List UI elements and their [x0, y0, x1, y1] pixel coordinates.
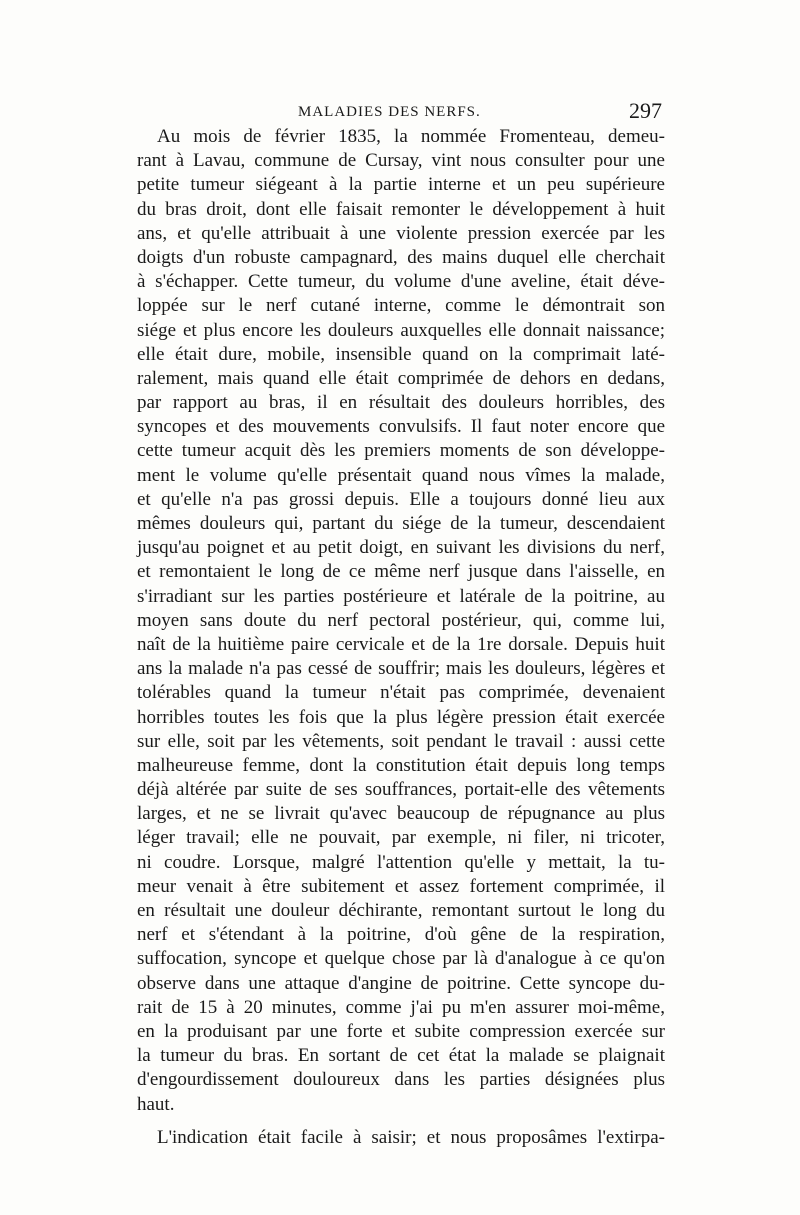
paragraph-2	[137, 1126, 665, 1150]
text-line: d'engourdissement douloureux dans les parties désignées plus	[137, 1069, 665, 1091]
text-line: ralement, mais quand elle était comprimée de dehors en dedans,	[137, 367, 665, 389]
text-line: ans la malade n'a pas cessé de souffrir; mais les douleurs, légères et	[137, 658, 665, 680]
text-line: elle était dure, mobile, insensible quand on la comprimait laté-	[137, 343, 665, 365]
text-line: en résultait une douleur déchirante, remontant surtout le long du	[137, 900, 665, 921]
text-line: larges, et ne se livrait qu'avec beaucoup de répugnance au plus	[137, 803, 665, 825]
text-line: ans, et qu'elle attribuait à une violente pression exercée par les	[137, 222, 665, 244]
text-line: nerf et s'étendant à la poitrine, d'où gêne de la respiration,	[137, 924, 665, 946]
text-line: L'indication était facile à saisir; et nous proposâmes l'extirpa-	[157, 1126, 665, 1148]
text-line: horribles toutes les fois que la plus légère pression était exercée	[137, 706, 665, 728]
paragraph-1	[137, 125, 665, 1117]
body-text	[137, 125, 665, 1150]
text-line: haut.	[137, 1093, 175, 1115]
text-line: s'irradiant sur les parties postérieure et latérale de la poitrine, au	[137, 585, 665, 607]
text-line: mêmes douleurs qui, partant du siége de la tumeur, descendaient	[137, 513, 665, 534]
text-line: naît de la huitième paire cervicale et de la 1re dorsale. Depuis huit	[137, 633, 665, 655]
text-line: suffocation, syncope et quelque chose par là d'analogue à ce qu'on	[137, 948, 665, 970]
text-line: jusqu'au poignet et au petit doigt, en suivant les divisions du nerf,	[137, 537, 665, 559]
text-line: rait de 15 à 20 minutes, comme j'ai pu m'en assurer moi-même,	[137, 996, 665, 1018]
running-head	[138, 100, 662, 126]
text-line: par rapport au bras, il en résultait des douleurs horribles, des	[137, 392, 665, 414]
text-line: doigts d'un robuste campagnard, des mains duquel elle cherchait	[137, 246, 665, 268]
text-line: Au mois de février 1835, la nommée Fromenteau, demeu-	[157, 126, 665, 147]
text-line: malheureuse femme, dont la constitution était depuis long temps	[137, 754, 665, 776]
text-line: siége et plus encore les douleurs auxquelles elle donnait naissance;	[137, 319, 665, 341]
text-line: et qu'elle n'a pas grossi depuis. Elle a toujours donné lieu aux	[137, 488, 665, 510]
text-line: léger travail; elle ne pouvait, par exemple, ni filer, ni tricoter,	[137, 827, 665, 849]
page-number: 297	[629, 98, 662, 123]
text-line: observe dans une attaque d'angine de poitrine. Cette syncope du-	[137, 972, 665, 994]
text-line: loppée sur le nerf cutané interne, comme le démontrait son	[137, 295, 665, 317]
running-title: MALADIES DES NERFS.	[298, 104, 481, 120]
text-line: ni coudre. Lorsque, malgré l'attention qu'elle y mettait, la tu-	[137, 851, 665, 873]
text-line: ment le volume qu'elle présentait quand nous vîmes la malade,	[137, 464, 665, 486]
text-line: rant à Lavau, commune de Cursay, vint nous consulter pour une	[137, 150, 665, 172]
text-line: déjà altérée par suite de ses souffrances, portait-elle des vêtements	[137, 779, 665, 801]
text-line: cette tumeur acquit dès les premiers moments de son développe-	[137, 440, 665, 462]
text-line: petite tumeur siégeant à la partie interne et un peu supérieure	[137, 174, 665, 196]
text-line: et remontaient le long de ce même nerf jusque dans l'aisselle, en	[137, 561, 665, 583]
text-line: meur venait à être subitement et assez fortement comprimée, il	[137, 875, 665, 897]
text-line: du bras droit, dont elle faisait remonter le développement à huit	[137, 198, 665, 220]
text-line: à s'échapper. Cette tumeur, du volume d'une aveline, était déve-	[137, 271, 665, 293]
text-line: en la produisant par une forte et subite compression exercée sur	[137, 1020, 665, 1042]
text-line: sur elle, soit par les vêtements, soit pendant le travail : aussi cette	[137, 730, 665, 752]
text-line: tolérables quand la tumeur n'était pas comprimée, devenaient	[137, 682, 665, 704]
text-line: syncopes et des mouvements convulsifs. Il faut noter encore que	[137, 416, 665, 438]
text-line: la tumeur du bras. En sortant de cet état la malade se plaignait	[137, 1045, 665, 1067]
text-line: moyen sans doute du nerf pectoral postérieur, qui, comme lui,	[137, 609, 665, 631]
